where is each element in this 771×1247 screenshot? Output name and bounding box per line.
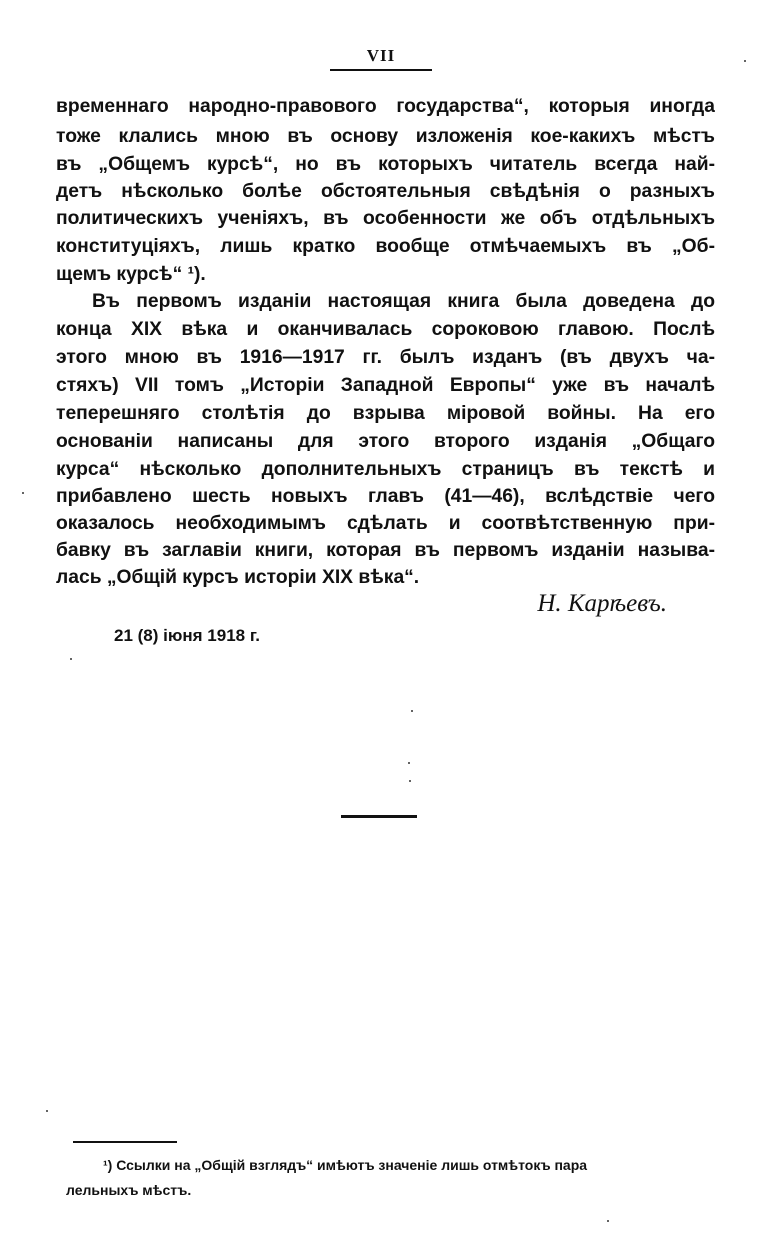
paragraph-2-line-3: этого мною въ 1916—1917 гг. былъ изданъ (въ двухъ ча- — [56, 347, 715, 368]
paragraph-1-line-3: въ „Общемъ курсѣ“, но въ которыхъ читатель всегда най- — [56, 154, 715, 175]
footnote-line-1: ¹) Ссылки на „Общій взглядъ“ имѣютъ значеніе лишь отмѣтокъ пара — [103, 1157, 588, 1173]
paragraph-1-line-2: тоже клались мною въ основу изложенія кое-какихъ мѣстъ — [56, 126, 715, 147]
footnote-separator — [73, 1141, 177, 1143]
scan-speck — [411, 710, 413, 712]
paragraph-2-line-1: Въ первомъ изданіи настоящая книга была доведена до — [92, 291, 715, 312]
footnote-line-2: лельныхъ мѣстъ. — [66, 1182, 192, 1198]
paragraph-2-line-9: оказалось необходимымъ сдѣлать и соотвѣтственную при- — [56, 513, 715, 534]
header-rule — [330, 69, 432, 71]
scan-speck — [744, 60, 746, 62]
paragraph-1-line-7: щемъ курсѣ“ ¹). — [56, 264, 206, 285]
scan-speck — [408, 762, 410, 764]
paragraph-2-line-11: лась „Общій курсъ исторіи XIX вѣка“. — [56, 567, 420, 588]
scan-speck — [409, 780, 411, 782]
paragraph-2-line-4: стяхъ) VII томъ „Исторіи Западной Европы“ уже въ началѣ — [56, 375, 715, 396]
paragraph-2-line-2: конца XIX вѣка и оканчивалась сороковою главою. Послѣ — [56, 319, 715, 340]
paragraph-2-line-6: основаніи написаны для этого второго изданія „Общаго — [56, 431, 715, 452]
author-signature: Н. Карѣевъ. — [537, 590, 667, 617]
page-number: VII — [366, 46, 396, 65]
paragraph-1-line-4: детъ нѣсколько болѣе обстоятельныя свѣдѣнія о разныхъ — [56, 181, 715, 202]
paragraph-2-line-7: курса“ нѣсколько дополнительныхъ страницъ въ текстѣ и — [56, 459, 715, 480]
scan-speck — [22, 492, 24, 494]
paragraph-1-line-1: временнаго народно-правового государства“, которыя иногда — [56, 96, 715, 117]
paragraph-1-line-6: конституціяхъ, лишь кратко вообще отмѣчаемыхъ въ „Об- — [56, 236, 715, 257]
paragraph-2-line-8: прибавлено шесть новыхъ главъ (41—46), вслѣдствіе чего — [56, 486, 715, 507]
scan-speck — [607, 1220, 609, 1222]
scan-speck — [46, 1110, 48, 1112]
paragraph-2-line-5: теперешняго столѣтія до взрыва міровой войны. На его — [56, 403, 715, 424]
section-end-rule — [341, 815, 417, 818]
scan-speck — [70, 658, 72, 660]
paragraph-2-line-10: бавку въ заглавіи книги, которая въ первомъ изданіи называ- — [56, 540, 715, 561]
preface-date: 21 (8) іюня 1918 г. — [114, 626, 260, 645]
paragraph-1-line-5: политическихъ ученіяхъ, въ особенности же объ отдѣльныхъ — [56, 208, 715, 229]
